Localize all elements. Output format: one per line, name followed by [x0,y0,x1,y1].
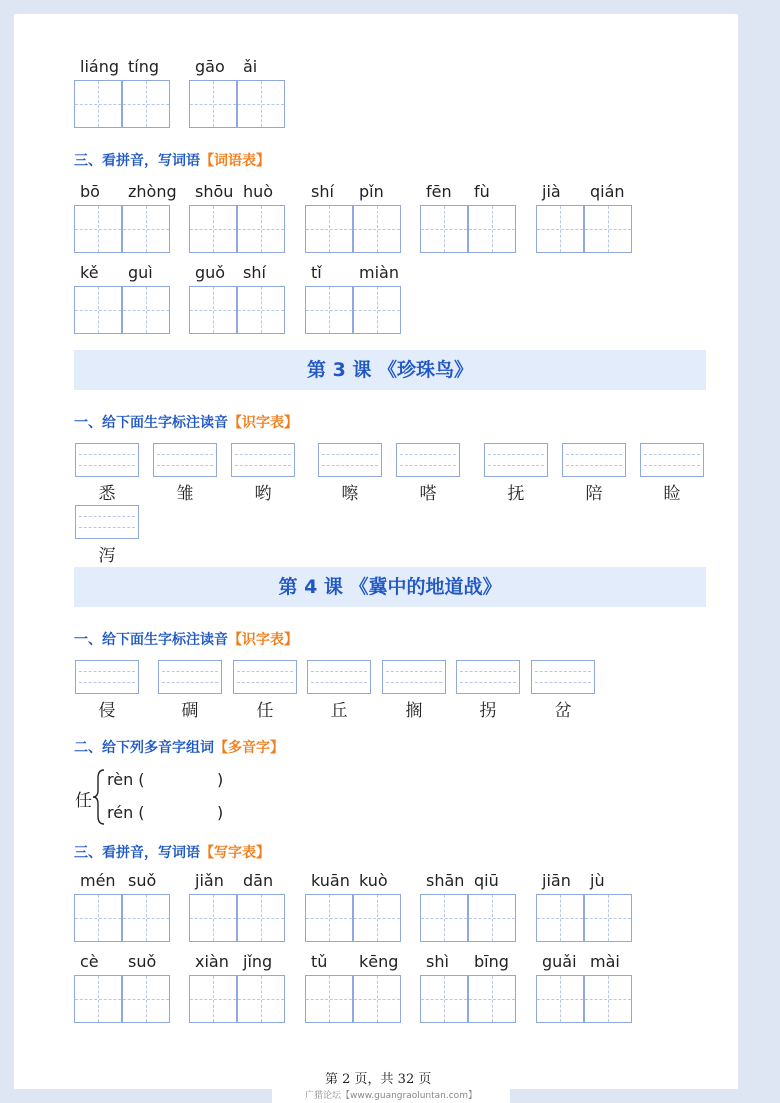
hanzi-char: 雏 [176,484,194,504]
pinyin-label: tǔ [311,952,328,971]
pinyin-label: ǎi [243,57,258,76]
tianzige-write-box[interactable] [353,205,401,253]
tianzige-write-box[interactable] [189,205,237,253]
pinyin-label: huò [243,182,274,201]
section-title: 一、给下面生字标注读音 [74,415,228,431]
section-tag: 【写字表】 [200,845,270,861]
tianzige-write-box[interactable] [189,894,237,942]
hanzi-char: 拐 [479,701,497,721]
section-heading-write-words-1 [74,150,270,170]
pinyin-answer-box[interactable] [158,660,222,694]
pinyin-label: mài [590,952,620,971]
pinyin-label: qiū [474,871,499,890]
hanzi-char: 陪 [585,484,603,504]
section-title: 一、给下面生字标注读音 [74,632,228,648]
pinyin-label: kuān [311,871,350,890]
section-heading-write-words-2 [74,842,270,862]
pinyin-answer-box[interactable] [75,505,139,539]
tianzige-write-box[interactable] [122,286,170,334]
pinyin-label: kě [80,263,99,282]
tianzige-write-box[interactable] [305,894,353,942]
pinyin-label: jiān [542,871,571,890]
tianzige-write-box[interactable] [305,205,353,253]
hanzi-char: 侵 [98,701,116,721]
pinyin-answer-box[interactable] [484,443,548,477]
pinyin-answer-box[interactable] [396,443,460,477]
pinyin-answer-box[interactable] [640,443,704,477]
pinyin-label: tíng [128,57,160,76]
pinyin-label: guǒ [195,263,226,282]
tianzige-write-box[interactable] [122,975,170,1023]
lesson-4-banner [74,567,706,607]
tianzige-write-box[interactable] [237,975,285,1023]
pinyin-label: qián [590,182,625,201]
section-tag: 【识字表】 [228,632,298,648]
pinyin-answer-box[interactable] [231,443,295,477]
pinyin-label: shōu [195,182,234,201]
tianzige-write-box[interactable] [189,975,237,1023]
lesson-title: 第 4 课 《冀中的地道战》 [278,576,502,598]
pinyin-answer-box[interactable] [307,660,371,694]
section-title: 三、看拼音，写词语 [74,845,200,861]
left-brace-icon [92,768,106,826]
tianzige-write-box[interactable] [420,894,468,942]
hanzi-char: 睑 [663,484,681,504]
tianzige-write-box[interactable] [584,205,632,253]
pinyin-label: zhòng [128,182,177,201]
tianzige-write-box[interactable] [74,894,122,942]
hanzi-char: 丘 [330,701,348,721]
tianzige-write-box[interactable] [468,894,516,942]
tianzige-write-box[interactable] [237,286,285,334]
tianzige-write-box[interactable] [74,286,122,334]
tianzige-write-box[interactable] [74,975,122,1023]
tianzige-write-box[interactable] [468,975,516,1023]
tianzige-write-box[interactable] [74,80,122,128]
hanzi-char: 搁 [405,701,423,721]
pinyin-answer-box[interactable] [562,443,626,477]
lesson-3-banner [74,350,706,390]
section-tag: 【词语表】 [200,153,270,169]
hanzi-char: 泻 [98,546,116,566]
pinyin-label: gāo [195,57,225,76]
pinyin-label: bō [80,182,100,201]
tianzige-write-box[interactable] [74,205,122,253]
pinyin-label: jià [542,182,561,201]
hanzi-char: 嗒 [419,484,437,504]
pinyin-label: jiǎn [195,871,224,890]
pinyin-label: mén [80,871,116,890]
pinyin-label: shí [243,263,266,282]
section-title: 三、看拼音，写词语 [74,153,200,169]
pinyin-label: dān [243,871,274,890]
tianzige-write-box[interactable] [536,975,584,1023]
pinyin-label: liáng [80,57,119,76]
tianzige-write-box[interactable] [122,894,170,942]
pinyin-answer-box[interactable] [531,660,595,694]
tianzige-write-box[interactable] [353,975,401,1023]
tianzige-write-box[interactable] [353,894,401,942]
hanzi-char: 岔 [554,701,572,721]
pinyin-label: kēng [359,952,399,971]
pinyin-label: cè [80,952,99,971]
pinyin-answer-box[interactable] [456,660,520,694]
hanzi-char: 碉 [181,701,199,721]
tianzige-write-box[interactable] [122,205,170,253]
pinyin-label: shí [311,182,334,201]
tianzige-write-box[interactable] [536,894,584,942]
tianzige-write-box[interactable] [584,975,632,1023]
watermark: 广猎论坛【www.guangraoluntan.com】 [272,1089,510,1103]
section-tag: 【识字表】 [228,415,298,431]
pinyin-label: jù [590,871,605,890]
tianzige-write-box[interactable] [420,205,468,253]
polyphonic-blank-close-2: ) [217,803,224,822]
section-heading-polyphonic [74,737,284,757]
hanzi-char: 哟 [254,484,272,504]
pinyin-label: fù [474,182,490,201]
polyphonic-reading-1: rèn ( [107,770,145,789]
pinyin-label: shì [426,952,449,971]
polyphonic-char: 任 [75,791,92,811]
pinyin-label: guì [128,263,153,282]
pinyin-label: xiàn [195,952,229,971]
pinyin-label: pǐn [359,182,384,201]
section-heading-pinyin-annotate-4 [74,629,298,649]
pinyin-label: suǒ [128,871,157,890]
tianzige-write-box[interactable] [237,205,285,253]
tianzige-write-box[interactable] [305,975,353,1023]
pinyin-label: bīng [474,952,509,971]
section-heading-pinyin-annotate-3 [74,412,298,432]
tianzige-write-box[interactable] [353,286,401,334]
pinyin-label: kuò [359,871,388,890]
tianzige-write-box[interactable] [468,205,516,253]
tianzige-write-box[interactable] [420,975,468,1023]
pinyin-answer-box[interactable] [318,443,382,477]
pinyin-answer-box[interactable] [75,443,139,477]
section-tag: 【多音字】 [214,740,284,756]
hanzi-char: 悉 [98,484,116,504]
page-number-footer: 第 2 页，共 32 页 [325,1072,432,1087]
tianzige-write-box[interactable] [305,286,353,334]
tianzige-write-box[interactable] [122,80,170,128]
pinyin-label: guǎi [542,952,577,971]
polyphonic-reading-2: rén ( [107,803,145,822]
pinyin-label: tǐ [311,263,322,282]
pinyin-label: jǐng [243,952,273,971]
pinyin-answer-box[interactable] [153,443,217,477]
section-title: 二、给下列多音字组词 [74,740,214,756]
pinyin-label: miàn [359,263,399,282]
tianzige-write-box[interactable] [584,894,632,942]
lesson-title: 第 3 课 《珍珠鸟》 [306,359,474,381]
tianzige-write-box[interactable] [189,286,237,334]
tianzige-write-box[interactable] [189,80,237,128]
pinyin-answer-box[interactable] [233,660,297,694]
tianzige-write-box[interactable] [536,205,584,253]
pinyin-answer-box[interactable] [75,660,139,694]
pinyin-answer-box[interactable] [382,660,446,694]
pinyin-label: shān [426,871,465,890]
hanzi-char: 任 [256,701,274,721]
pinyin-label: suǒ [128,952,157,971]
hanzi-char: 抚 [507,484,525,504]
polyphonic-blank-close-1: ) [217,770,224,789]
tianzige-write-box[interactable] [237,894,285,942]
pinyin-label: fēn [426,182,452,201]
tianzige-write-box[interactable] [237,80,285,128]
hanzi-char: 嚓 [341,484,359,504]
